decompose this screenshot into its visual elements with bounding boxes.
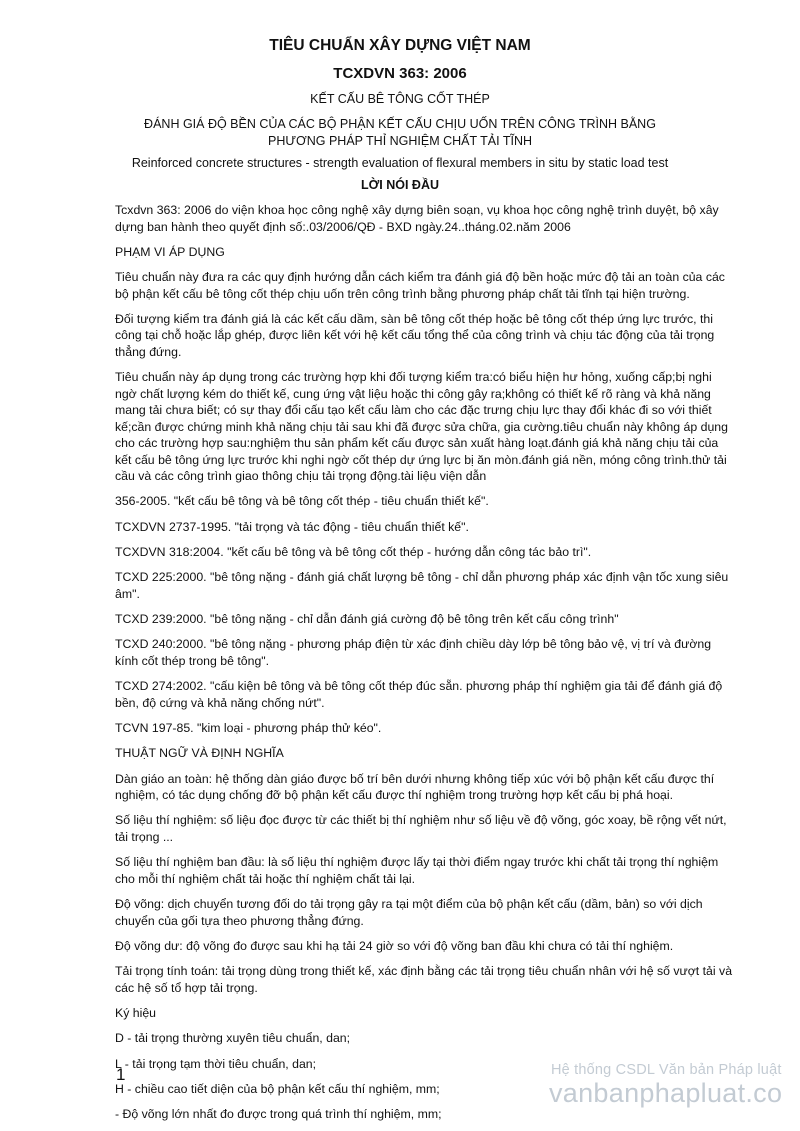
symbols-heading: Ký hiệu <box>115 1005 157 1020</box>
document-body <box>115 202 735 1131</box>
definition-item: Độ võng dư: độ võng đo được sau khi hạ tải 24 giờ so với độ võng ban đầu khi chưa có tải thí nghiệm. <box>115 938 674 953</box>
page-number: 1 <box>116 1065 126 1084</box>
section-heading-terms: THUẬT NGỮ VÀ ĐỊNH NGHĨA <box>115 746 284 761</box>
reference-item: TCXDVN 318:2004. "kết cấu bê tông và bê tông cốt thép - hướng dẫn công tác bảo trì". <box>115 545 592 560</box>
definition-item: Số liệu thí nghiệm ban đầu: là số liệu thí nghiệm được lấy tại thời điểm ngay trước khi chất tải trọng thí nghiệm cho mỗi thí nghiệm chất tải hoặc thí nghiệm chất tải lại. <box>115 855 719 886</box>
reference-item: TCXD 225:2000. "bê tông nặng - đánh giá chất lượng bê tông - chỉ dẫn phương pháp xác định vận tốc xung siêu âm". <box>115 570 729 601</box>
reference-item: TCXD 274:2002. "cấu kiện bê tông và bê tông cốt thép đúc sẵn. phương pháp thí nghiệm gia tải để đánh giá độ bền, độ cứng và khả năng chống nứt". <box>115 679 723 710</box>
english-title: Reinforced concrete structures - strength evaluation of flexural members in situ by static load test <box>131 156 669 170</box>
standard-subtitle: ĐÁNH GIÁ ĐỘ BỀN CỦA CÁC BỘ PHẬN KẾT CẤU CHỊU UỐN TRÊN CÔNG TRÌNH BẰNG PHƯƠNG PHÁP THỈ NGHIỆM CHẤT TẢI TĨNH <box>144 117 656 148</box>
paragraph: Tiêu chuẩn này đưa ra các quy định hướng dẫn cách kiểm tra đánh giá độ bền hoặc mức độ tải an toàn của các bộ phận kết cấu bê tông cốt thép chịu uốn trên công trình bằng phương pháp chất tải tĩnh tại hiện trường. <box>115 270 725 301</box>
symbol-item: H - chiều cao tiết diện của bộ phận kết cấu thí nghiệm, mm; <box>115 1081 440 1096</box>
paragraph: Đối tượng kiểm tra đánh giá là các kết cấu dầm, sàn bê tông cốt thép hoặc bê tông cốt thép ứng lực trước, thi công tại chỗ hoặc lắp ghép, được liên kết với hệ kết cấu tổng thể của công trình và chịu tác động của tải trọng thẳng đứng. <box>115 311 715 359</box>
definition-item: Tải trọng tính toán: tải trọng dùng trong thiết kế, xác định bằng các tải trọng tiêu chuẩn nhân với hệ số vượt tải và các hệ số tổ hợp tải trọng. <box>115 964 733 995</box>
document-title: TIÊU CHUẨN XÂY DỰNG VIỆT NAM <box>269 37 531 54</box>
symbol-item: D - tải trọng thường xuyên tiêu chuẩn, dan; <box>115 1031 351 1046</box>
symbol-item: L - tải trọng tạm thời tiêu chuẩn, dan; <box>115 1056 317 1071</box>
reference-item: TCXD 239:2000. "bê tông nặng - chỉ dẫn đánh giá cường độ bê tông trên kết cấu công trình" <box>115 612 619 627</box>
standard-code: TCXDVN 363: 2006 <box>333 65 467 82</box>
symbol-item: - Độ võng lớn nhất đo được trong quá trình thí nghiệm, mm; <box>115 1107 442 1122</box>
preface-heading: LỜI NÓI ĐẦU <box>360 178 440 192</box>
watermark-caption: Hệ thống CSDL Văn bản Pháp luật <box>551 1062 782 1078</box>
reference-item: 356-2005. "kết cấu bê tông và bê tông cốt thép - tiêu chuẩn thiết kế". <box>115 494 489 509</box>
watermark-site: vanbanphapluat.co <box>549 1078 783 1108</box>
definition-item: Dàn giáo an toàn: hệ thống dàn giáo được bố trí bên dưới nhưng không tiếp xúc với bộ phận kết cấu được thí nghiệm, có tác dụng chống đỡ bộ phận kết cấu được thí nghiệm trong trường hợp kết cấu bị phá hoại. <box>115 771 715 803</box>
reference-item: TCVN 197-85. "kim loại - phương pháp thử kéo". <box>115 721 382 736</box>
standard-subject: KẾT CẤU BÊ TÔNG CỐT THÉP <box>310 92 490 106</box>
definition-item: Độ võng: dịch chuyển tương đối do tải trọng gây ra tại một điểm của bộ phận kết cấu (dầm, bản) so với dịch chuyển của gối tựa theo phương thẳng đứng. <box>115 897 703 928</box>
section-heading-scope: PHẠM VI ÁP DỤNG <box>115 244 225 259</box>
reference-item: TCXDVN 2737-1995. "tải trọng và tác động - tiêu chuẩn thiết kế". <box>115 519 469 534</box>
definition-item: Số liệu thí nghiệm: số liệu đọc được từ các thiết bị thí nghiệm như số liệu về độ võng, góc xoay, bề rộng vết nứt, tải trọng ... <box>115 813 727 844</box>
paragraph-issuance: Tcxdvn 363: 2006 do viện khoa học công nghệ xây dựng biên soạn, vụ khoa học công nghệ trình duyệt, bộ xây dựng ban hành theo quyết định số:.03/2006/QĐ - BXD ngày.24..tháng.02.năm 2006 <box>115 203 719 234</box>
paragraph: Tiêu chuẩn này áp dụng trong các trường hợp khi đối tượng kiểm tra:có biểu hiện hư hỏng, xuống cấp;bị nghi ngờ chất lượng kém do thiết kế, cung ứng vật liệu hoặc thi công gây ra;không có thiết kế rõ ràng và khả năng mang tải chưa biết; có sự thay đổi cấu tạo kết cấu làm cho các đặc trưng chịu lực thay đổi khác đi so với thiết kế;cần được chứng minh khả năng chịu tải sau khi đã được sửa chữa, gia cường.tiêu chuẩn này không áp dụng cho các trường hợp sau:nghiệm thu sản phẩm kết cấu được sản xuất hàng loạt.đánh giá khả năng chịu tải của kết cấu bê tông ứng lực trước khi nghi ngờ cốt thép dự ứng lực bị ăn mòn.đánh giá nền, móng công trình.thử tải cầu và các công trình giao thông chịu tải trọng động.tài liệu viện dẫn <box>115 370 728 484</box>
reference-item: TCXD 240:2000. "bê tông nặng - phương pháp điện từ xác định chiều dày lớp bê tông bảo vệ, vị trí và đường kính cốt thép trong bê tông". <box>115 637 712 668</box>
